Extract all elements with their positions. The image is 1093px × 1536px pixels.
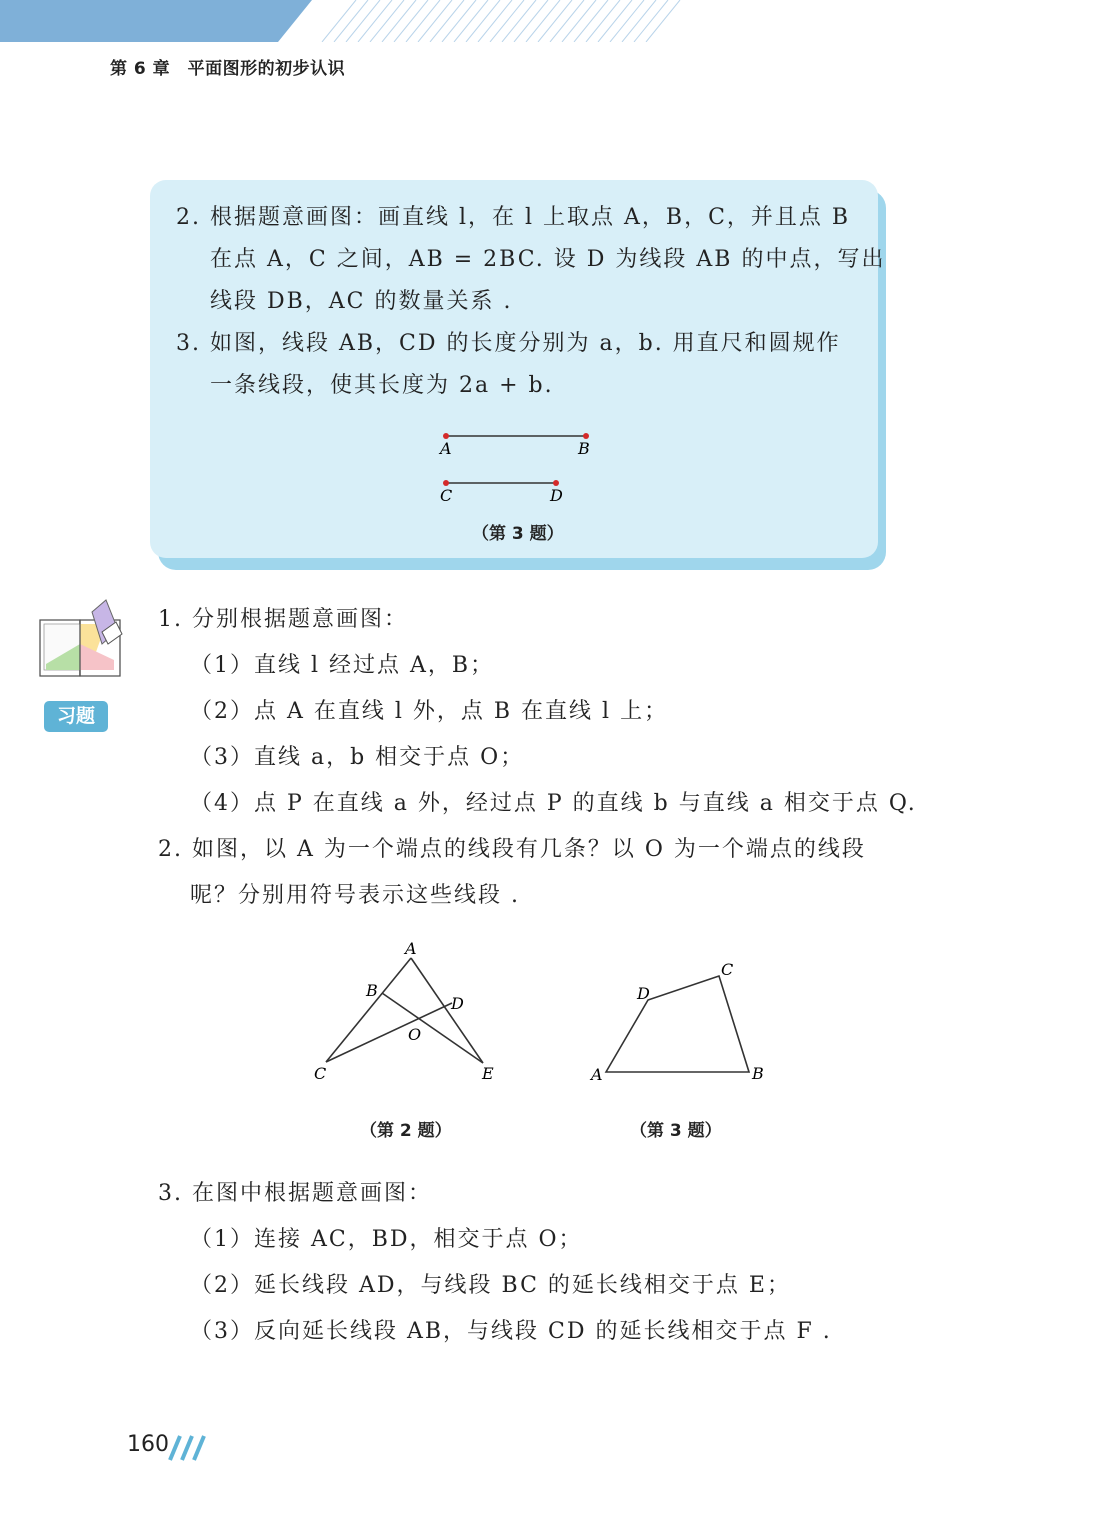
box-figure-caption: （第 3 题） — [472, 524, 564, 544]
page-number: 160 — [127, 1432, 169, 1457]
box-line-2: 在点 A，C 之间，AB = 2BC. 设 D 为线段 AB 的中点，写出 — [210, 247, 886, 272]
quad-label-b: B — [752, 1064, 764, 1083]
tri-label-e: E — [482, 1064, 494, 1083]
exercise-line-7: 呢？分别用符号表示这些线段 . — [190, 883, 520, 908]
box-line-5: 一条线段，使其长度为 2a + b. — [210, 373, 554, 398]
exercise-line-5: （4）点 P 在直线 a 外，经过点 P 的直线 b 与直线 a 相交于点 Q. — [190, 791, 917, 816]
exercise-line-6: 2. 如图，以 A 为一个端点的线段有几条？以 O 为一个端点的线段 — [158, 837, 866, 862]
figure2-caption: （第 2 题） — [360, 1121, 452, 1141]
exercise-line-11: （3）反向延长线段 AB，与线段 CD 的延长线相交于点 F . — [190, 1319, 832, 1344]
exercise-line-8: 3. 在图中根据题意画图： — [158, 1181, 432, 1206]
quad-label-a: A — [591, 1065, 603, 1084]
tri-label-d: D — [451, 994, 464, 1013]
quadrilateral-figure — [585, 955, 775, 1090]
label-c: C — [440, 486, 453, 505]
label-b: B — [578, 439, 590, 458]
exercise-line-1: 1. 分别根据题意画图： — [158, 607, 408, 632]
figure3-caption: （第 3 题） — [630, 1121, 722, 1141]
book-icon — [36, 594, 126, 684]
quad-label-d: D — [637, 984, 650, 1003]
header-band — [0, 0, 1093, 42]
segment-figure — [430, 424, 610, 514]
exercise-line-10: （2）延长线段 AD，与线段 BC 的延长线相交于点 E； — [190, 1273, 791, 1298]
box-line-4: 3. 如图，线段 AB，CD 的长度分别为 a，b. 用直尺和圆规作 — [176, 331, 841, 356]
chapter-title: 第 6 章 平面图形的初步认识 — [110, 59, 346, 79]
exercise-line-3: （2）点 A 在直线 l 外，点 B 在直线 l 上； — [190, 699, 669, 724]
box-line-3: 线段 DB，AC 的数量关系 . — [210, 289, 513, 314]
exercise-line-2: （1）直线 l 经过点 A，B； — [190, 653, 495, 678]
tri-label-a: A — [405, 939, 417, 958]
page-slashes-icon — [166, 1434, 208, 1462]
exercise-line-4: （3）直线 a，b 相交于点 O； — [190, 745, 525, 770]
triangle-figure — [300, 936, 520, 1086]
label-a: A — [440, 439, 452, 458]
label-d: D — [550, 486, 563, 505]
quad-label-c: C — [721, 960, 734, 979]
exercise-badge: 习题 — [44, 701, 108, 732]
exercise-line-9: （1）连接 AC，BD，相交于点 O； — [190, 1227, 583, 1252]
box-line-1: 2. 根据题意画图：画直线 l，在 l 上取点 A，B，C，并且点 B — [176, 205, 851, 230]
tri-label-b: B — [366, 981, 378, 1000]
tri-label-o: O — [408, 1025, 422, 1044]
tri-label-c: C — [314, 1064, 327, 1083]
